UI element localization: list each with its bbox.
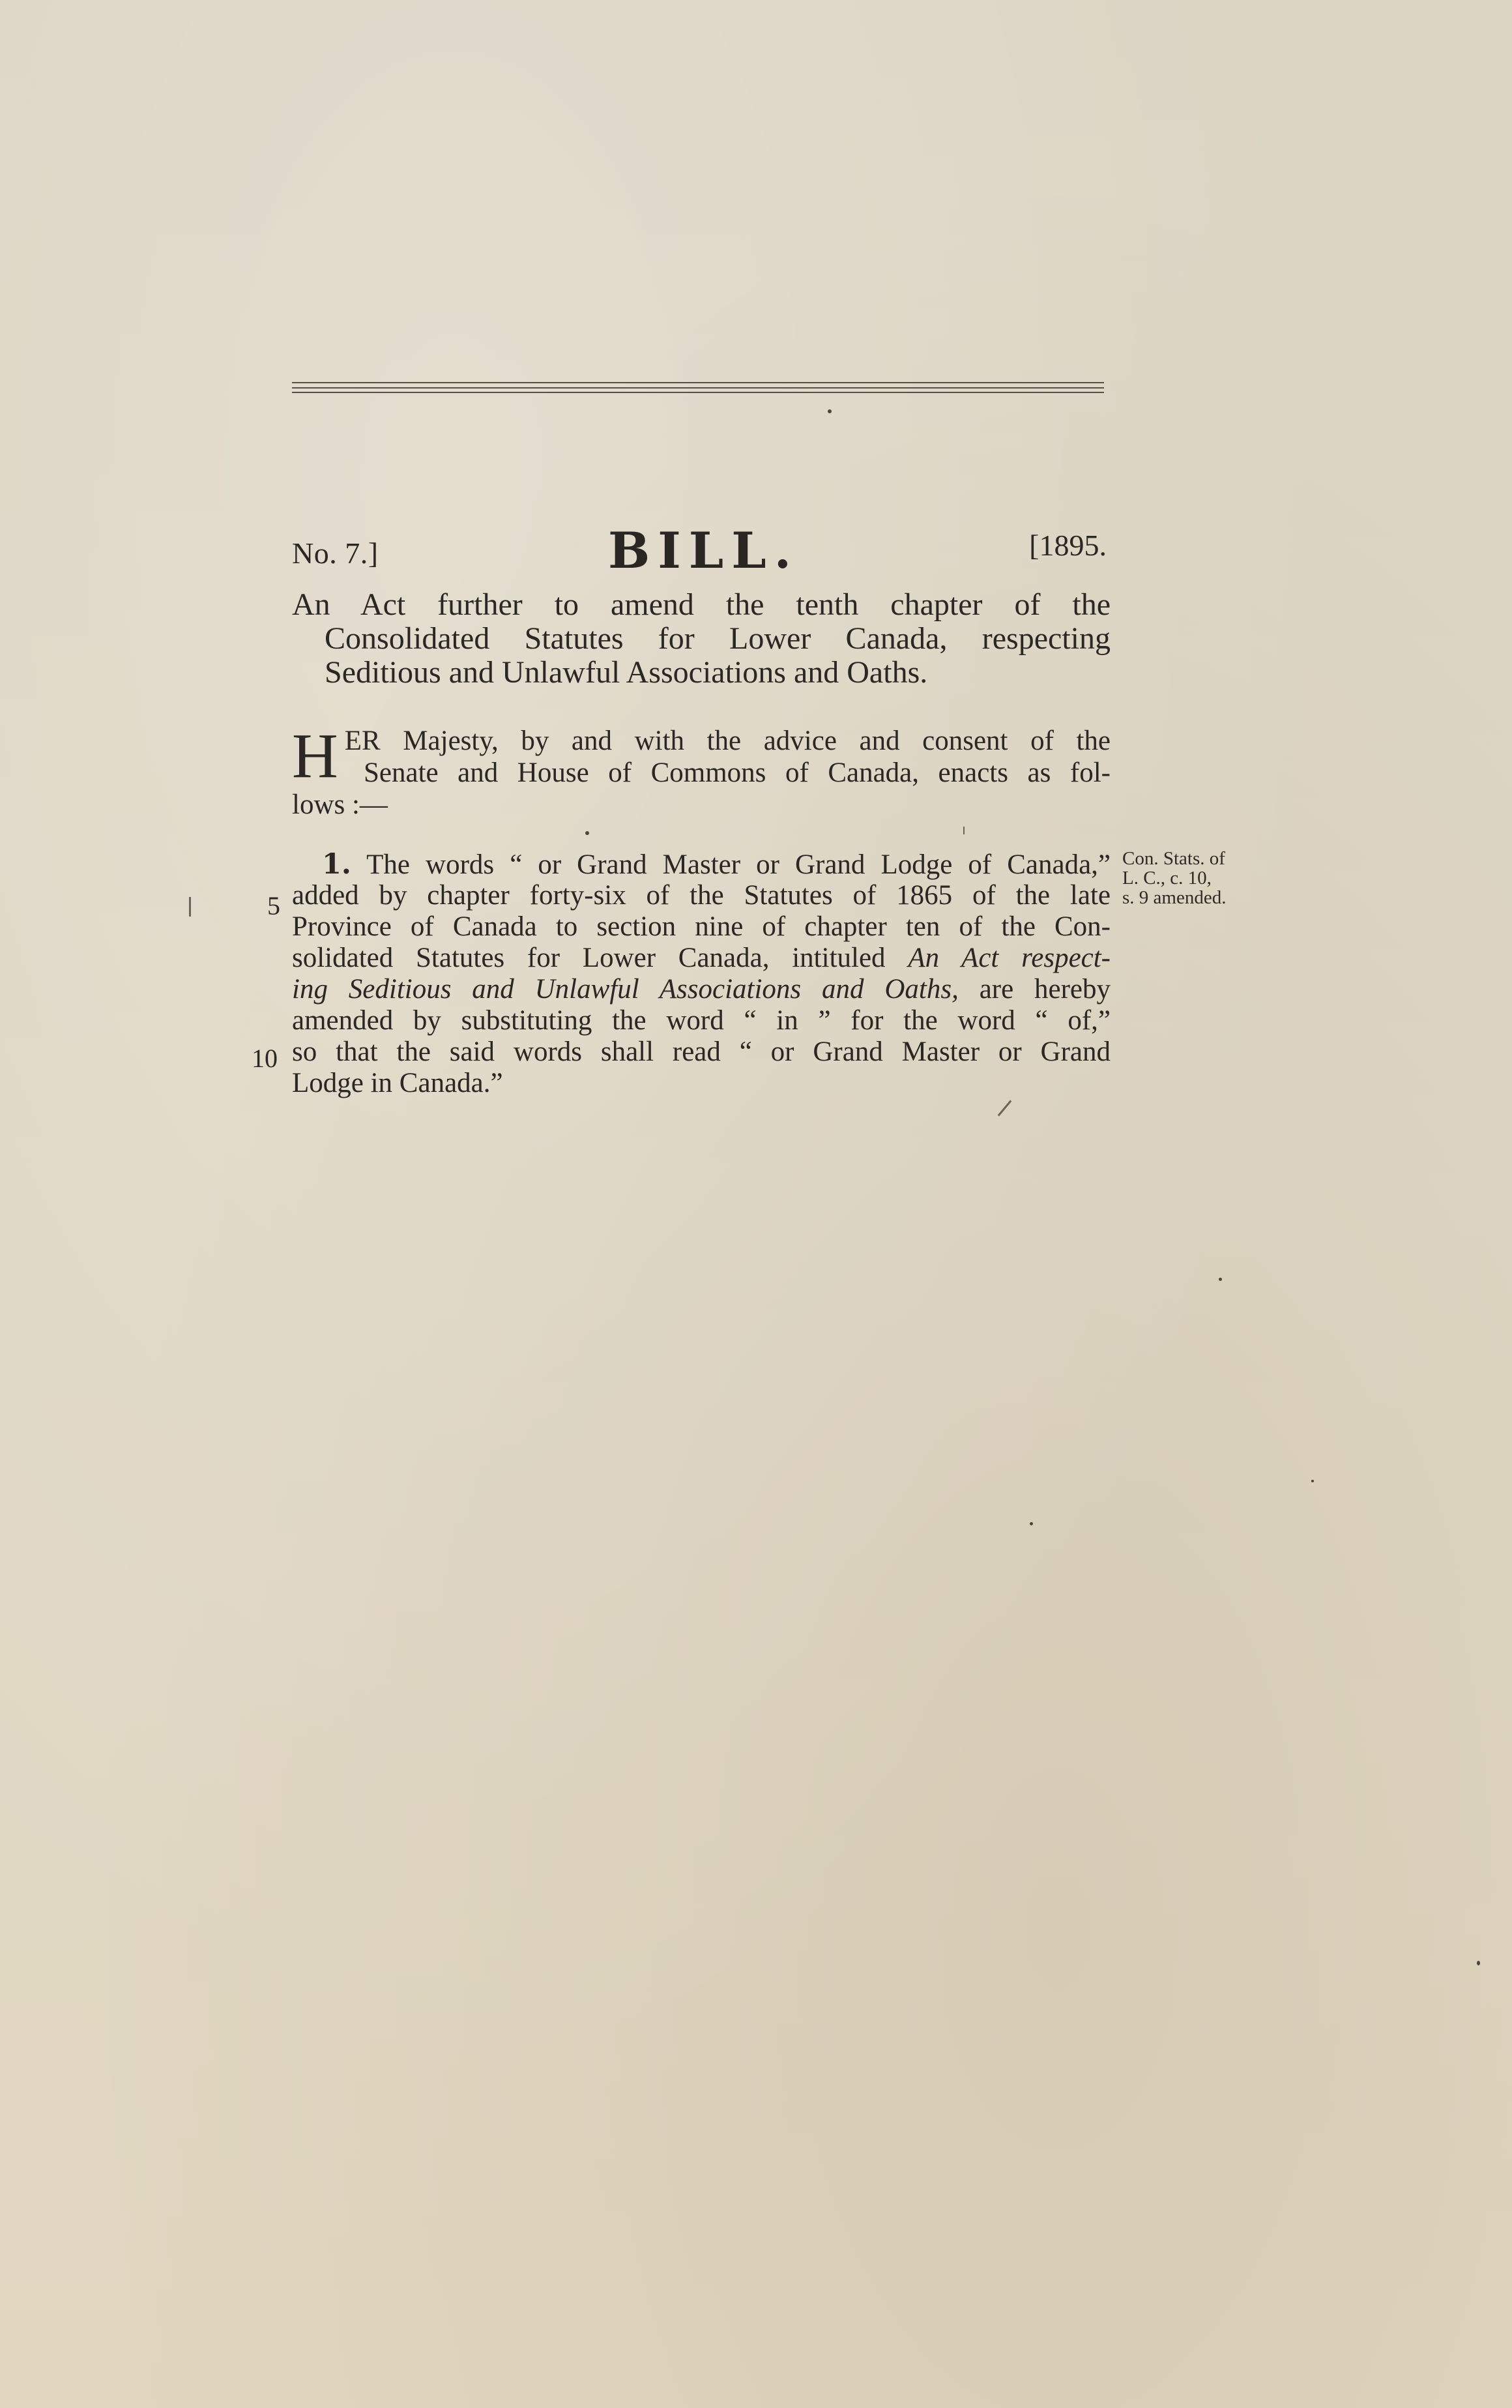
section-line: added by chapter forty-six of the Statutes of 1865 of the late (292, 880, 1111, 911)
paper-speck (828, 409, 832, 413)
paper-speck (1477, 1961, 1480, 1965)
act-title-italic: An Act respect- (908, 943, 1111, 973)
long-title-line: An Act further to amend the tenth chapter of the (292, 587, 1111, 622)
section-number: 1. (322, 848, 351, 881)
rule-line (292, 382, 1104, 383)
section-text: The words “ or Grand Master or Grand Lodge of Canada,” (366, 849, 1111, 880)
preamble-line: ER Majesty, by and with the advice and consent of the (344, 726, 1111, 756)
section-line: amended by substituting the word “ in ” for the word “ of,” (292, 1005, 1111, 1036)
double-rule (292, 382, 1104, 398)
marginal-note-line: Con. Stats. of (1122, 848, 1225, 869)
paper-speck (585, 831, 589, 835)
bill-title: BILL. (608, 521, 800, 580)
section-line (292, 849, 1111, 880)
section-1 (292, 849, 1111, 1099)
line-number-5: 5 (267, 891, 280, 920)
long-title (292, 588, 1111, 690)
section-text: solidated Statutes for Lower Canada, intituled (292, 943, 886, 973)
section-line: Lodge in Canada.” (292, 1068, 503, 1098)
section-text: are hereby (979, 974, 1111, 1005)
marginal-note-line: L. C., c. 10, (1122, 868, 1212, 888)
bill-header (292, 521, 1107, 580)
pencil-mark (998, 1100, 1012, 1117)
act-title-italic: ing Seditious and Unlawful Associations and Oaths, (292, 974, 959, 1005)
rule-line (292, 392, 1104, 393)
section-line (292, 943, 1111, 974)
paper-speck (1030, 1522, 1033, 1525)
section-line: so that the said words shall read “ or Grand Master or Grand (292, 1036, 1111, 1067)
marginal-note-line: s. 9 amended. (1122, 887, 1227, 908)
paper-speck (1219, 1278, 1222, 1281)
long-title-line: Seditious and Unlawful Associations and Oaths. (325, 655, 928, 690)
section-line: Province of Canada to section nine of chapter ten of the Con- (292, 911, 1111, 942)
pencil-mark (963, 827, 965, 834)
marginal-note (1121, 849, 1264, 907)
preamble-line: lows :— (292, 789, 388, 820)
section-line (292, 974, 1111, 1005)
long-title-line: Consolidated Statutes for Lower Canada, respecting (325, 621, 1111, 656)
preamble (292, 721, 1111, 821)
pencil-mark (189, 897, 191, 917)
preamble-line: Senate and House of Commons of Canada, enacts as fol- (364, 757, 1111, 788)
rule-line (292, 387, 1104, 389)
bill-year: [1895. (1029, 529, 1107, 562)
line-number-10: 10 (252, 1044, 278, 1073)
bill-number: No. 7.] (292, 536, 379, 570)
paper-speck (1311, 1480, 1314, 1482)
drop-cap: H (292, 721, 338, 791)
